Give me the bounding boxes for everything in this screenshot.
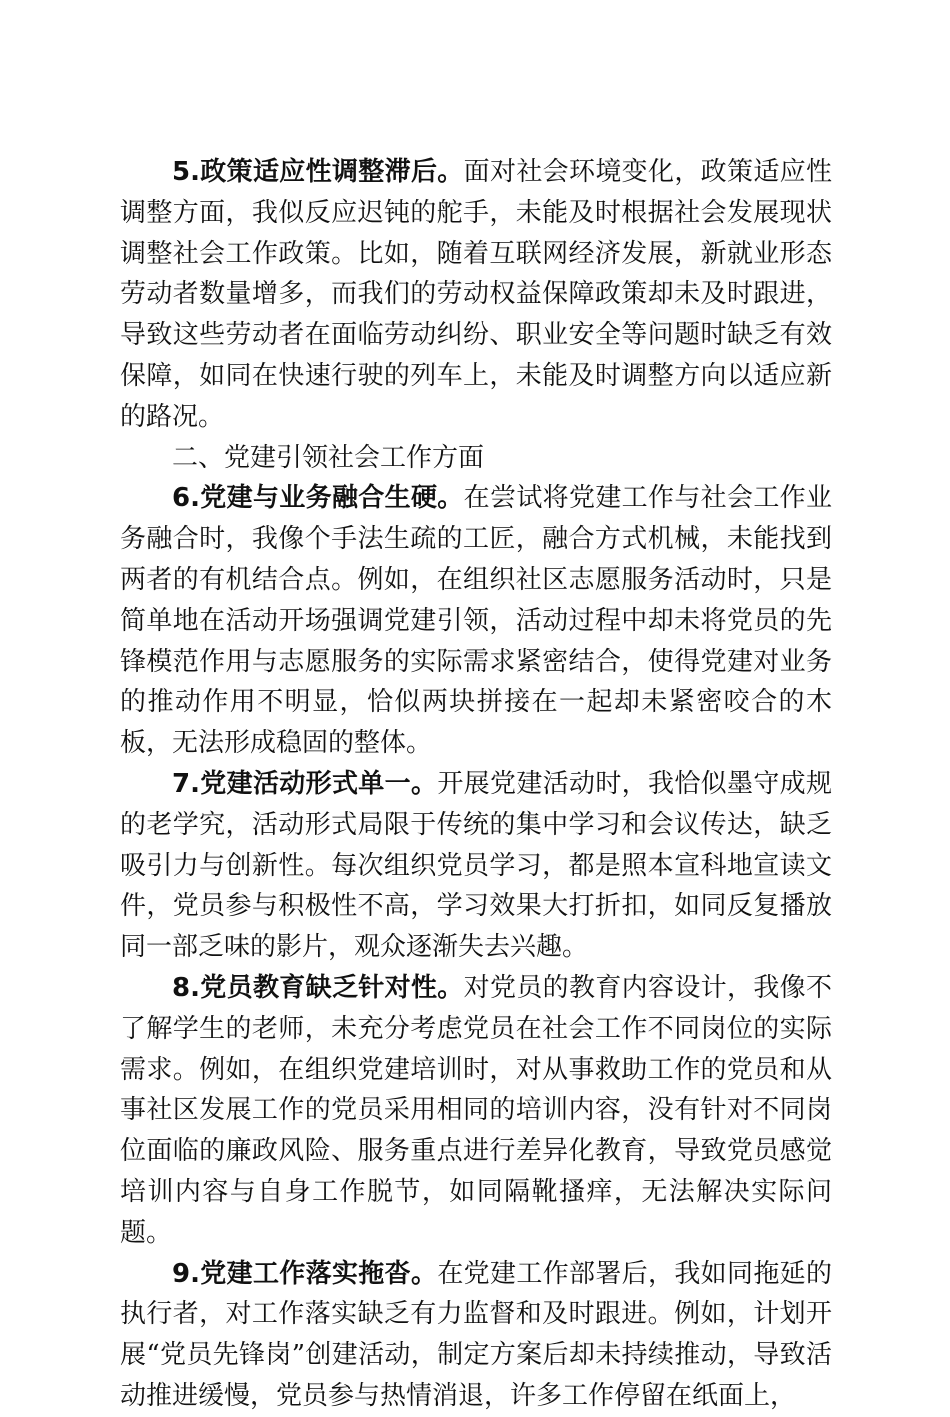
section-heading-party-building: 二、党建引领社会工作方面 xyxy=(172,442,485,473)
paragraph-9-lead: 9.党建工作落实拖沓。 xyxy=(172,1258,438,1289)
paragraph-9-body: 在党建工作部署后，我如同拖延的执行者，对工作落实缺乏有力监督和及时跟进。例如，计划开展“党员先锋岗”创建活动，制定方案后却未持续推动，导致活动推进缓慢，党员参与热情消退，许多工作停留在纸面上， xyxy=(120,1258,832,1411)
paragraph-5-body: 面对社会环境变化，政策适应性调整方面，我似反应迟钝的舵手，未能及时根据社会发展现状调整社会工作政策。比如，随着互联网经济发展，新就业形态劳动者数量增多，而我们的劳动权益保障政策却未及时跟进，导致这些劳动者在面临劳动纠纷、职业安全等问题时缺乏有效保障，如同在快速行驶的列车上，未能及时调整方向以适应新的路况。 xyxy=(120,157,832,432)
paragraph-6 xyxy=(120,478,832,764)
paragraph-8 xyxy=(120,968,832,1254)
paragraph-5-lead: 5.政策适应性调整滞后。 xyxy=(172,157,464,187)
paragraph-8-body: 对党员的教育内容设计，我像不了解学生的老师，未充分考虑党员在社会工作不同岗位的实际需求。例如，在组织党建培训时，对从事救助工作的党员和从事社区发展工作的党员采用相同的培训内容，没有针对不同岗位面临的廉政风险、服务重点进行差异化教育，导致党员感觉培训内容与自身工作脱节，如同隔靴搔痒，无法解决实际问题。 xyxy=(120,972,832,1248)
paragraph-6-lead: 6.党建与业务融合生硬。 xyxy=(172,483,464,514)
paragraph-6-body: 在尝试将党建工作与社会工作业务融合时，我像个手法生疏的工匠，融合方式机械，未能找到两者的有机结合点。例如，在组织社区志愿服务活动时，只是简单地在活动开场强调党建引领，活动过程中却未将党员的先锋模范作用与志愿服务的实际需求紧密结合，使得党建对业务的推动作用不明显，恰似两块拼接在一起却未紧密咬合的木板，无法形成稳固的整体。 xyxy=(120,483,832,759)
paragraph-9 xyxy=(120,1254,832,1417)
paragraph-7-lead: 7.党建活动形式单一。 xyxy=(172,768,438,799)
paragraph-7 xyxy=(120,764,832,968)
document-body xyxy=(120,152,832,1417)
paragraph-7-body: 开展党建活动时，我恰似墨守成规的老学究，活动形式局限于传统的集中学习和会议传达，缺乏吸引力与创新性。每次组织党员学习，都是照本宣科地宣读文件，党员参与积极性不高，学习效果大打折扣，如同反复播放同一部乏味的影片，观众逐渐失去兴趣。 xyxy=(120,768,832,963)
paragraph-5 xyxy=(120,152,832,438)
paragraph-8-lead: 8.党员教育缺乏针对性。 xyxy=(172,972,464,1003)
